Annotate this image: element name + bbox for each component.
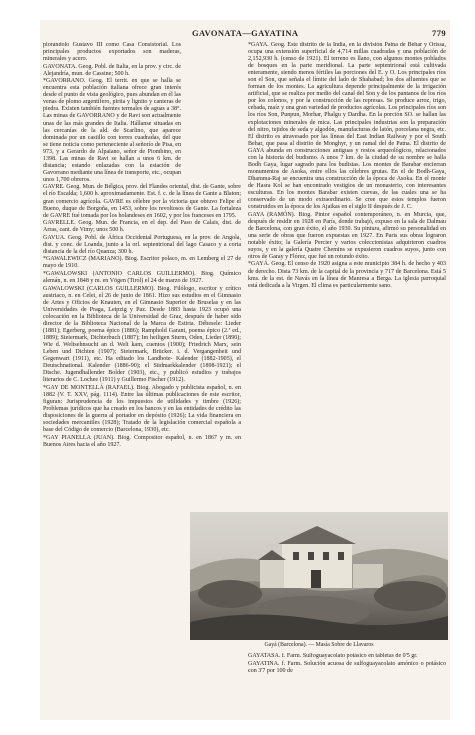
entry-gaya-district: *GAYA. Geog. Este distrito de la India, en la división Patna de Behar y Orissa, ocupa una extensión superficial de 4,714 millas cuadradas y una población de 2,152,930 h. (censo de 1921). El terreno es llano, con algunos montes poblados de bosques en la parte meridional. La parte septentrional está cultivada enteramente, siendo menos fértiles las porciones del E. y O. Los principales ríos son el Son, que señala el límite del lado de Shahabad; los dos afluentes que se forman de los montes. La agricultura depende principalmente de la irrigación artificial, que se realiza por medio del canal del Son y de los pantanos de los ríos por los colonos, y por la construcción de las represas. Se produce arroz, trigo, cebada, maíz y una gran variedad de productos agrícolas. Los principales ríos son los ríos Son, Punpun, Morhar, Phalgu y Dardha. En la porción SO. se hallan las explotaciones minerales de mica. Las principales industrias son la preparación del nitro, tejidos de seda y algodón, manufacturas de latón, porcelana negra, etc. El distrito es atravesado por las líneas del East Indian Railway y por el South Behar, que pasa al distrito de Monghyr, y un ramal del de Patna. El distrito de GAYA abunda en construcciones antiguas y restos arqueológicos, relacionados con la historia del budismo. A unos 7 km. de la ciudad de su nombre se halla Bodh Gaya, lugar sagrado para los budistas. Los montes de Barabar encierran monumentos de Asoka, entre ellos las célebres grutas. En el de Bodh-Gaya, Dhamma-Raj se encuentra una construcción de la época de Asoka. En el monte de Hasra Kol se han encontrado vestigios de un monasterio, con interesantes esculturas. En los montes Barabar existen cuevas, de las cuales una se ha conservado de un modo extraordinario. Se cree que estos templos fueron construidos en la época de los Ajaikas en el siglo II después de J. C. <box>248 42 446 211</box>
entry-gavorrano: *GAVORRANO. Geog. El territ. en que se halla se encuentra esta población italiana ofrece gran interés desde el punto de vista geológico, pues abundan en él las venas de plomo argentífero, pirita y lignito y canteras de piedra. Existen también fuentes termales de aguas a 38°. Las minas de GAVORRANO y de Ravi son actualmente unas de las más grandes de Italia. Hállanse situadas en las cercanías de la ald. de Scarlino, que aparece dominada por un castillo con torres cuadradas, del que se tiene noticia como perteneciente al señorío de Pisa, en 973, y a Gerardo de Alpaiano, señor de Piombino, en 1398. Las minas de Ravi se hallan a unos 6 km. de distancia; estando enlazadas con la estación de Gavorrano mediante una línea de transporte, etc., ocupan unos 1,700 obreros. <box>43 78 182 183</box>
entry-gavrelle: GAVRELLE. Geog. Mun. de Francia, en el dep. del Paso de Calais, dist. de Arras, cant. de Vimy; unos 500 h. <box>43 220 241 234</box>
entry-gayatasa: GAYATASA. f. Farm. Sulfoguayacolato potásico en tabletas de 0'5 gr. <box>248 653 418 659</box>
entry-gavua: GAVUA. Geog. Pobl. de África Occidental Portuguesa, en la prov. de Angola, dist. y conc. de Loanda, junto a la orl. septentrional del lago Casaco y a corta distancia de la del río Quanza; 300 h. <box>43 234 241 255</box>
entry-text: plorándolo Gustavo III como Casa Consistorial. Los principales productos exportados son maderas, minerales y acero. <box>43 42 181 63</box>
entry-gawalewicz: *GAWALEWICZ (MARIANO). Biog. Escritor polaco, m. en Lemberg el 27 de mayo de 1910. <box>43 256 241 270</box>
running-head <box>40 28 450 40</box>
photo-caption: Gayá (Barcelona). — Masía Sobre de Llavaros <box>264 642 374 648</box>
entry-gay-pianella: *GAY PIANELLA (JUAN). Biog. Compositor español, n. en 1867 y m. en Buenos Aires hacia el año 1927. <box>43 434 241 448</box>
dictionary-page <box>40 20 450 720</box>
entry-gaya-municipality: *GAYÁ. Geog. El censo de 1920 asigna a este municipio 384 h. de hecho y 403 de derecho. Dista 73 km. de la capital de la provincia y 717 de Barcelona. Está 5 kms. de la est. de Navás en la línea de Manresa a Berga. La iglesia parroquial está dedicada a la Virgen. El clima es particularmente sano. <box>248 261 446 289</box>
photo-wrap-space <box>181 42 241 179</box>
entry-gawalowski-antonio: *GAWALOWSKI (ANTONIO CARLOS GUILLERMO). Biog. Químico alemán, n. en 1848 y m. en Vögen (Tirol) el 24 de marzo de 1927. <box>43 271 241 285</box>
page-number: 779 <box>432 28 446 38</box>
page-header-title: GAVONATA—GAYATINA <box>192 28 299 38</box>
entry-gayatina: GAYATINA. f. Farm. Solución acuosa de sulfoguayacolato amónico o potásico con 3'7 por 100 de <box>248 660 446 674</box>
right-column-continued <box>248 653 446 717</box>
photograph-masia <box>190 512 448 640</box>
entry-gaya-ramon: GAYA (RAMÓN). Biog. Pintor español contemporáneo, n. en Murcia, que, después de residir en 1928 en París, donde trabajó, expuso en la sala de Dalmau de Barcelona, con gran éxito, el año 1930. Su pintura, afirmó su personalidad en una serie de obras que fueron expuestas en 1927. En Paris sus obras lograron notable éxito; la Galería Percier y varios coleccionistas adquirieron cuadros suyos, y en la galería Quatre Chemins se expusieron cuadros suyos, junto con otros de Garay y Flórez, que fué un rotundo éxito. <box>248 211 446 260</box>
right-column <box>248 42 446 510</box>
entry-gay-de-montella: *GAY DE MONTELLÁ (RAFAEL). Biog. Abogado y publicista español, n. en 1882 (V. T. XXV, pág. 1114). Entre las últimas publicaciones de este escritor, figuran: Jurisprudencia de los impuestos de utilidades y timbre (1926); Problemas jurídicos que ha creado en los bancos y en las entidades de crédito las disposiciones de la guerra al portador en depósito (1926); La vida financiera en sociedades mercantiles (1928); Tratado de la legislación comercial española a base del Código de comercio (Barcelona, 1930), etc. <box>43 384 241 434</box>
farmhouse-photo-illustration <box>190 512 448 640</box>
entry-gavonata: GAVONATA. Geog. Pobl. de Italia, en la prov. y circ. de Alejandría, mun. de Cassine; 500 h. <box>43 63 181 77</box>
entry-gavre: GAVRE. Geog. Mun. de Bélgica, prov. del Flandes oriental, dist. de Gante, sobre el río Escalda; 1,600 h. aproximadamente. Est. f. c. de la línea de Gante a Blaton; gran comercio agrícola. GAVRE es célebre por la victoria que obtuvo Felipe el Bueno, duque de Borgoña, en 1453, sobre los revoltosos de Gante. La fortaleza de GAVRE fué tomada por los holandeses en 1602, y por los franceses en 1795. <box>43 184 241 219</box>
entry-gawalowski-carlos: GAWALOWSKI (CARLOS GUILLERMO). Biog. Filólogo, escritor y crítico austriaco, n. en Celei, el 26 de junio de 1861. Hizo sus estudios en el Gimnasio de Artes y Oficios de Knauten, en el Gimnasio Superior de Bruselas y en las Universidades de Praga, Leipzig y Paz. Desde 1883 hasta 1923 ocupó una colocación en la Biblioteca de la Universidad de Graz, después de haber sido director de la Biblioteca Nacional de la Marca de Estiria. Débesele: Lieder (1881); Egerberg, poema épico (1886); Ramphold Garant, poema épico (2.ª ed., 1889); Steiermark, Dichterbuch (1887); Im heiligen Sturm, Oden, Lieder (1890); Wie d. Weltsehnsucht an d. Welt kam, cuentos (1900); Friedrich Marx, sein Leben und Dichten (1907); Steiermark, Brücker. i. d. Vergangenheit und Gegenwart (1911), etc. Ha editado los Landbote- Kalender (1882-1905), el Deutschnational. Kalender (1886-90); el Südmarkkalender (1898-1921); el Dtsche. Jugendhallender Bolder (1903), etc., y publicó estudios y trabajos literarios de C. Lochee (1911) y Guillermo Fischer (1912). <box>43 285 241 384</box>
